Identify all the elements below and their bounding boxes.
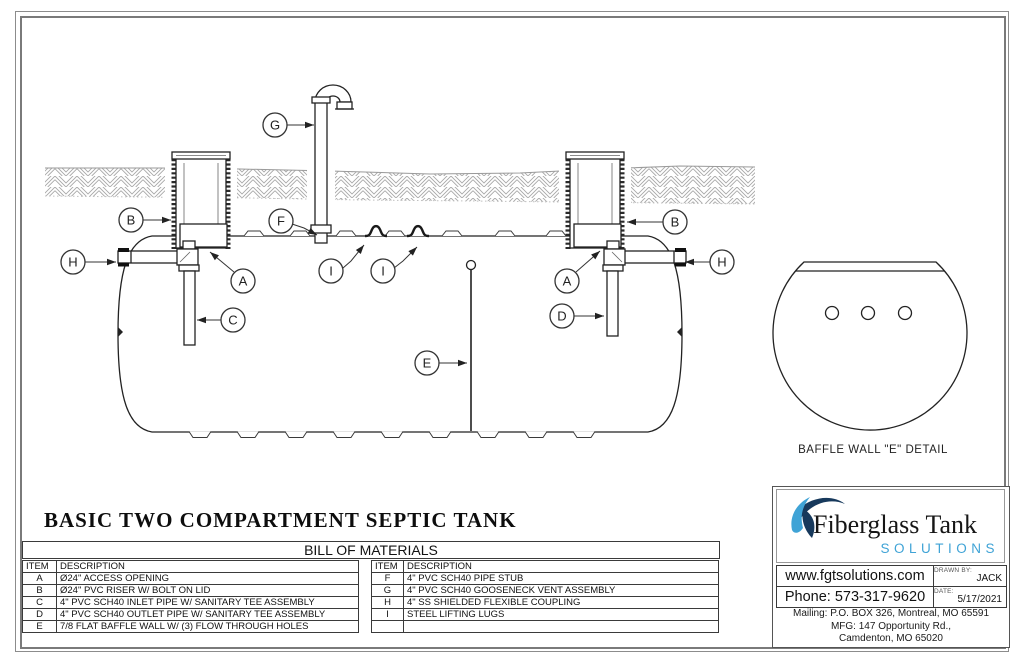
seam-mark-right [677,327,682,337]
leader-arrow [627,219,636,225]
title-block [772,486,1010,648]
callout-b [119,208,171,232]
bom-description: Ø24" PVC RISER W/ BOLT ON LID [57,585,359,597]
leader-arrow [458,360,467,366]
detail-caption: BAFFLE WALL "E" DETAIL [798,444,948,456]
callout-c [197,308,245,332]
bom-table-left [22,560,359,633]
bom-item: A [23,573,57,585]
bom-item: B [23,585,57,597]
bom-description: 4" PVC SCH40 INLET PIPE W/ SANITARY TEE ASSEMBLY [57,597,359,609]
bom-description [404,621,719,633]
bom-description: Ø24" ACCESS OPENING [57,573,359,585]
callout-h [685,250,734,274]
tank-bottom-ribs [189,432,595,438]
coupling-clamp [118,248,129,252]
leader-arrow [595,313,604,319]
riser-right [566,152,624,249]
callout-g [263,113,314,137]
flow-hole [862,307,875,320]
svg-text:B: B [126,212,136,228]
outlet-drop-pipe [607,271,618,336]
bom-item [372,621,404,633]
svg-text:B: B [670,214,680,230]
bom-col-description: DESCRIPTION [57,561,359,573]
address-line: Mailing: P.O. BOX 326, Montreal, MO 65591 [792,608,990,619]
svg-text:F: F [277,213,285,229]
callout-i [319,245,364,283]
bom-row [23,585,359,597]
leader-arrow [162,217,171,223]
phone-number: Phone: 573-317-9620 [784,589,926,605]
coupling-clamp [675,248,686,252]
flow-hole [826,307,839,320]
bom-col-item: ITEM [372,561,404,573]
svg-text:C: C [228,312,238,328]
bom-header-row [372,561,719,573]
bom-description: 4" PVC SCH40 GOOSENECK VENT ASSEMBLY [404,585,719,597]
bom-row [23,621,359,633]
flow-hole [899,307,912,320]
callout-h [61,250,116,274]
baffle-wall-line [467,261,476,432]
tank-top-ribs [244,231,566,236]
tank-body [118,226,682,437]
bom-row [23,597,359,609]
svg-text:I: I [381,263,385,279]
bom-item: F [372,573,404,585]
callouts [61,113,734,375]
bom-item: C [23,597,57,609]
drawing-title: BASIC TWO COMPARTMENT SEPTIC TANK [44,508,517,532]
bom-col-item: ITEM [23,561,57,573]
bom-description: 7/8 FLAT BAFFLE WALL W/ (3) FLOW THROUGH HOLES [57,621,359,633]
bom-row [23,573,359,585]
drawn-by-box [932,565,1007,587]
company-logo [776,489,1005,563]
address-line: MFG: 147 Opportunity Rd., [830,620,952,632]
inlet-drop-pipe [184,271,195,345]
bom-header-row [23,561,359,573]
inlet-pipe-assembly [118,241,199,345]
svg-text:G: G [269,117,281,133]
bom-item: H [372,597,404,609]
bom-description: 4" PVC SCH40 PIPE STUB [404,573,719,585]
bom-row [372,573,719,585]
svg-text:H: H [68,254,78,270]
bom-row [372,621,719,633]
drawn-by-value: JACK [976,573,1002,584]
outlet-pipe-assembly [603,241,686,336]
callout-b [627,210,687,234]
callout-i [371,247,417,283]
coupling-clamp [675,263,686,267]
bom-table-right [371,560,719,633]
leader-arrow [107,259,116,265]
leader-arrow [197,317,206,323]
bom-description: STEEL LIFTING LUGS [404,609,719,621]
brand-subtitle: SOLUTIONS [880,541,999,556]
svg-text:A: A [562,273,572,289]
svg-text:I: I [329,263,333,279]
baffle-wall-detail [773,262,967,456]
callout-d [550,304,604,328]
bom-row [23,609,359,621]
bom-row [372,609,719,621]
date-label: DATE: [934,588,954,595]
contact-box [776,565,934,608]
bom-description: 4" PVC SCH40 OUTLET PIPE W/ SANITARY TEE ASSEMBLY [57,609,359,621]
svg-text:E: E [422,355,432,371]
bom-item: G [372,585,404,597]
seam-mark-left [118,327,123,337]
callout-e [415,351,467,375]
brand-name: Fiberglass Tank [813,510,978,539]
leader-arrow [356,245,364,254]
address-line: Camdenton, MO 65020 [839,633,943,644]
bom-row [372,597,719,609]
bom-description: 4" SS SHIELDED FLEXIBLE COUPLING [404,597,719,609]
svg-text:D: D [557,308,567,324]
drawn-by-label: DRAWN BY: [934,567,973,574]
riser-left [172,152,230,249]
callout-f [269,209,317,235]
bom-col-description: DESCRIPTION [404,561,719,573]
website-link[interactable]: www.fgtsolutions.com [777,566,933,587]
callout-a [555,251,600,293]
svg-text:A: A [238,273,248,289]
date-value: 5/17/2021 [957,594,1002,605]
bom-title: BILL OF MATERIALS [22,541,720,559]
svg-text:H: H [717,254,727,270]
date-box [932,586,1007,608]
address-block [773,608,1009,646]
bom-row [372,585,719,597]
ground-hatch [45,82,755,212]
bom-item: I [372,609,404,621]
coupling-clamp [118,263,129,267]
callout-a [210,252,255,293]
bom-item: D [23,609,57,621]
bom-item: E [23,621,57,633]
